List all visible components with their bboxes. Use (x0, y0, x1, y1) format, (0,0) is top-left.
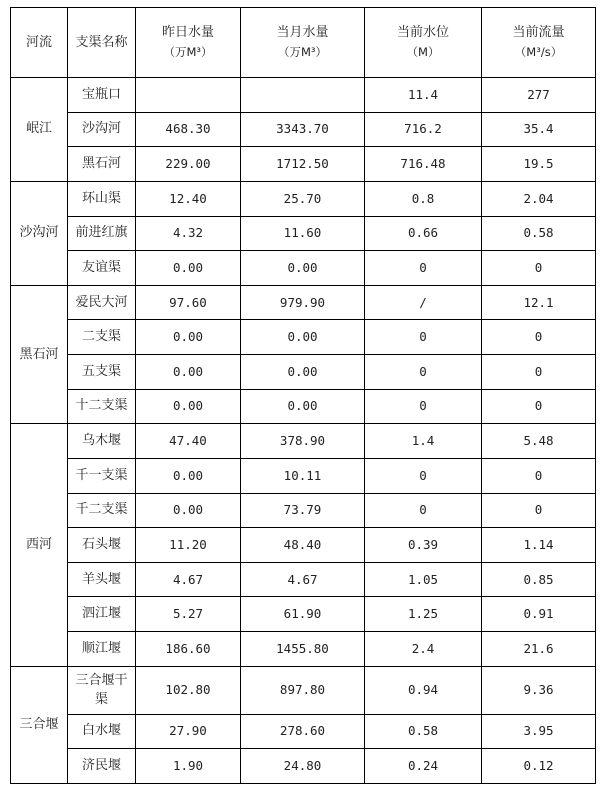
canal-name: 济民堰 (68, 749, 136, 784)
canal-name: 石头堰 (68, 528, 136, 563)
canal-name: 乌木堰 (68, 424, 136, 459)
water-level: 0.66 (365, 216, 482, 251)
yesterday-volume: 5.27 (136, 597, 241, 632)
water-level: 0 (365, 458, 482, 493)
flow-rate: 277 (482, 78, 596, 113)
yesterday-volume: 47.40 (136, 424, 241, 459)
yesterday-volume: 468.30 (136, 112, 241, 147)
table-row (11, 632, 596, 667)
table-row (11, 285, 596, 320)
yesterday-volume: 229.00 (136, 147, 241, 182)
flow-rate: 0 (482, 389, 596, 424)
flow-rate: 3.95 (482, 714, 596, 749)
canal-name: 千二支渠 (68, 493, 136, 528)
month-volume: 897.80 (241, 666, 365, 714)
flow-rate: 0 (482, 320, 596, 355)
month-volume: 0.00 (241, 251, 365, 286)
table-row (11, 181, 596, 216)
flow-rate: 0 (482, 355, 596, 390)
yesterday-volume: 0.00 (136, 458, 241, 493)
month-volume: 0.00 (241, 355, 365, 390)
month-volume: 73.79 (241, 493, 365, 528)
yesterday-volume: 0.00 (136, 320, 241, 355)
table-row (11, 320, 596, 355)
water-level: 0.39 (365, 528, 482, 563)
water-level: 0.24 (365, 749, 482, 784)
table-row (11, 78, 596, 113)
header-flow (482, 8, 596, 78)
water-level: 1.05 (365, 562, 482, 597)
flow-rate: 0.91 (482, 597, 596, 632)
header-flow-unit: （M³/s） (514, 45, 563, 59)
header-month (241, 8, 365, 78)
yesterday-volume: 0.00 (136, 355, 241, 390)
flow-rate: 0 (482, 251, 596, 286)
table-row (11, 666, 596, 714)
table-row (11, 389, 596, 424)
canal-name: 泗江堰 (68, 597, 136, 632)
yesterday-volume: 12.40 (136, 181, 241, 216)
flow-rate: 21.6 (482, 632, 596, 667)
water-level: 0 (365, 493, 482, 528)
header-canal: 支渠名称 (68, 8, 136, 78)
table-row (11, 216, 596, 251)
water-data-table (10, 7, 596, 784)
month-volume: 3343.70 (241, 112, 365, 147)
month-volume: 979.90 (241, 285, 365, 320)
canal-name: 友谊渠 (68, 251, 136, 286)
water-level: 1.25 (365, 597, 482, 632)
month-volume: 4.67 (241, 562, 365, 597)
canal-name: 千一支渠 (68, 458, 136, 493)
flow-rate: 5.48 (482, 424, 596, 459)
flow-rate: 12.1 (482, 285, 596, 320)
water-level: 0 (365, 389, 482, 424)
flow-rate: 0.12 (482, 749, 596, 784)
yesterday-volume: 186.60 (136, 632, 241, 667)
canal-name: 顺江堰 (68, 632, 136, 667)
table-row (11, 714, 596, 749)
table-row (11, 458, 596, 493)
header-flow-label: 当前流量 (512, 25, 565, 40)
flow-rate: 0.85 (482, 562, 596, 597)
flow-rate: 2.04 (482, 181, 596, 216)
canal-name: 前进红旗 (68, 216, 136, 251)
yesterday-volume: 0.00 (136, 389, 241, 424)
canal-name: 二支渠 (68, 320, 136, 355)
canal-name: 宝瓶口 (68, 78, 136, 113)
header-month-unit: （万M³） (277, 45, 328, 59)
yesterday-volume: 97.60 (136, 285, 241, 320)
yesterday-volume (136, 78, 241, 113)
water-level: 0.58 (365, 714, 482, 749)
month-volume: 24.80 (241, 749, 365, 784)
river-cell: 黑石河 (11, 285, 68, 424)
water-level: 11.4 (365, 78, 482, 113)
month-volume: 0.00 (241, 389, 365, 424)
month-volume: 378.90 (241, 424, 365, 459)
header-row (11, 8, 596, 78)
header-river: 河流 (11, 8, 68, 78)
river-cell: 三合堰 (11, 666, 68, 783)
table-row (11, 112, 596, 147)
canal-name: 羊头堰 (68, 562, 136, 597)
month-volume (241, 78, 365, 113)
canal-name: 沙沟河 (68, 112, 136, 147)
canal-name: 三合堰干渠 (75, 673, 128, 708)
header-level-label: 当前水位 (396, 25, 449, 40)
month-volume: 0.00 (241, 320, 365, 355)
water-level: / (365, 285, 482, 320)
flow-rate: 1.14 (482, 528, 596, 563)
yesterday-volume: 0.00 (136, 251, 241, 286)
canal-name: 白水堰 (68, 714, 136, 749)
canal-name: 黑石河 (68, 147, 136, 182)
flow-rate: 0 (482, 458, 596, 493)
water-level: 1.4 (365, 424, 482, 459)
water-level: 0.8 (365, 181, 482, 216)
yesterday-volume: 4.67 (136, 562, 241, 597)
water-level: 0.94 (365, 666, 482, 714)
yesterday-volume: 27.90 (136, 714, 241, 749)
water-level: 2.4 (365, 632, 482, 667)
table-row (11, 424, 596, 459)
yesterday-volume: 0.00 (136, 493, 241, 528)
yesterday-volume: 102.80 (136, 666, 241, 714)
flow-rate: 0.58 (482, 216, 596, 251)
month-volume: 1712.50 (241, 147, 365, 182)
month-volume: 48.40 (241, 528, 365, 563)
river-cell: 沙沟河 (11, 181, 68, 285)
header-level (365, 8, 482, 78)
table-row (11, 251, 596, 286)
month-volume: 1455.80 (241, 632, 365, 667)
header-yesterday-unit: （万M³） (163, 45, 213, 59)
canal-name: 环山渠 (68, 181, 136, 216)
table-row (11, 528, 596, 563)
canal-name: 十二支渠 (68, 389, 136, 424)
table-row (11, 493, 596, 528)
canal-name: 爱民大河 (68, 285, 136, 320)
table-row (11, 597, 596, 632)
header-level-unit: （M） (406, 45, 440, 59)
header-month-label: 当月水量 (276, 25, 329, 40)
yesterday-volume: 1.90 (136, 749, 241, 784)
table-row (11, 355, 596, 390)
flow-rate: 9.36 (482, 666, 596, 714)
month-volume: 10.11 (241, 458, 365, 493)
canal-name: 五支渠 (68, 355, 136, 390)
flow-rate: 19.5 (482, 147, 596, 182)
flow-rate: 35.4 (482, 112, 596, 147)
river-cell: 岷江 (11, 78, 68, 182)
water-level: 0 (365, 320, 482, 355)
month-volume: 61.90 (241, 597, 365, 632)
river-cell: 西河 (11, 424, 68, 666)
table-row (11, 562, 596, 597)
canal-name-cell (68, 666, 136, 714)
table-row (11, 147, 596, 182)
water-level: 716.2 (365, 112, 482, 147)
month-volume: 278.60 (241, 714, 365, 749)
header-yesterday (136, 8, 241, 78)
water-level: 716.48 (365, 147, 482, 182)
flow-rate: 0 (482, 493, 596, 528)
table-row (11, 749, 596, 784)
header-yesterday-label: 昨日水量 (161, 25, 214, 40)
yesterday-volume: 11.20 (136, 528, 241, 563)
yesterday-volume: 4.32 (136, 216, 241, 251)
month-volume: 11.60 (241, 216, 365, 251)
water-level: 0 (365, 251, 482, 286)
water-level: 0 (365, 355, 482, 390)
month-volume: 25.70 (241, 181, 365, 216)
